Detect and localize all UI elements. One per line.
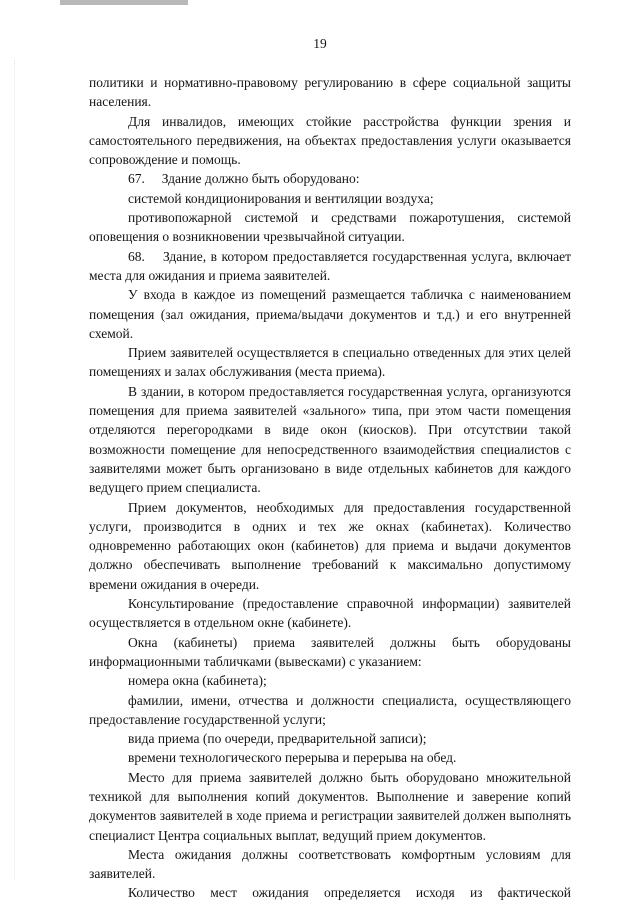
paragraph: Консультирование (предоставление справочной информации) заявителей осуществляется в отдельном окне (кабинете). [89, 596, 571, 631]
paragraph: вида приема (по очереди, предварительной записи); [128, 731, 427, 747]
scan-edge-mark [60, 0, 188, 5]
paragraph: 68. Здание, в котором предоставляется государственная услуга, включает места для ожидания и приема заявителей. [89, 248, 571, 283]
paragraph: 67. Здание должно быть оборудовано: [128, 171, 360, 187]
paragraph: Места ожидания должны соответствовать комфортным условиям для заявителей. [89, 846, 571, 882]
paragraph: номера окна (кабинета); [128, 673, 267, 689]
paragraph: времени технологического перерыва и перерыва на обед. [128, 750, 457, 766]
paragraph: В здании, в котором предоставляется государственная услуга, организуются помещения для приема заявителей «зального» типа, при этом части помещения отделяются перегородками в виде окон (киосков). При отсутствии такой возможности помещение для непосредственного взаимодействия специалистов с заявителями может быть организовано в виде отдельных кабинетов для каждого ведущего прием специалиста. [89, 383, 571, 496]
document-body [89, 73, 571, 903]
page-number: 19 [313, 36, 327, 51]
paragraph: фамилии, имени, отчества и должности специалиста, осуществляющего предоставление государственной услуги; [89, 692, 571, 727]
paragraph: политики и нормативно-правовому регулированию в сфере социальной защиты населения. [89, 75, 571, 110]
paragraph: Прием документов, необходимых для предоставления государственной услуги, производится в одних и тех же окнах (кабинетах). Количество одновременно работающих окон (кабинетов) для приема и выдачи документов должно обеспечивать выполнение требований к максимально допустимому времени ожидания в очереди. [89, 499, 571, 592]
paragraph: Прием заявителей осуществляется в специально отведенных для этих целей помещениях и залах обслуживания (места приема). [89, 345, 571, 380]
paragraph: У входа в каждое из помещений размещается табличка с наименованием помещения (зал ожидания, приема/выдачи документов и т.д.) и его внутренней схемой. [89, 287, 571, 341]
paragraph: противопожарной системой и средствами пожаротушения, системой оповещения о возникновении чрезвычайной ситуации. [89, 210, 571, 245]
paragraph: Окна (кабинеты) приема заявителей должны быть оборудованы информационными табличками (вывесками) с указанием: [89, 634, 571, 669]
paragraph: системой кондиционирования и вентиляции воздуха; [128, 190, 434, 206]
paragraph: Количество мест ожидания определяется исходя из фактической [128, 885, 571, 901]
paragraph: Место для приема заявителей должно быть оборудовано множительной техникой для выполнения копий документов. Выполнение и заверение копий документов заявителей в ходе приема и регистрации заявителей должен выполнять специалист Центра социальных выплат, ведущий прием документов. [89, 769, 571, 843]
paragraph: Для инвалидов, имеющих стойкие расстройства функции зрения и самостоятельного передвижения, на объектах предоставления услуги оказывается сопровождение и помощь. [89, 113, 571, 168]
scan-gutter-line [14, 60, 16, 880]
